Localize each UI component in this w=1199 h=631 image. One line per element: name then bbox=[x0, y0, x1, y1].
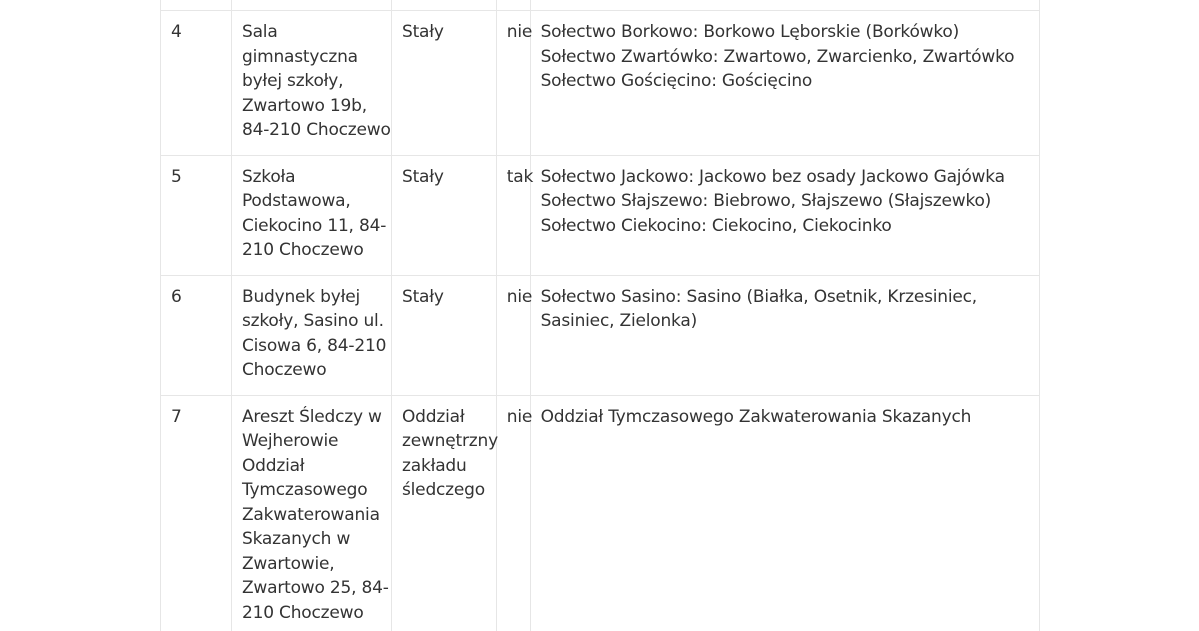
table-row bbox=[161, 275, 1040, 395]
station-address-line: 210 Choczewo bbox=[241, 602, 364, 623]
station-address-line: Choczewo bbox=[241, 360, 327, 380]
district-area-cell bbox=[530, 11, 1039, 156]
district-area-cell bbox=[530, 395, 1039, 631]
station-address-line: Areszt Śledczy w bbox=[241, 406, 382, 427]
district-area-line: Sołectwo Zwartówko: Zwartowo, Zwarcienko, Zwartówko bbox=[540, 46, 1015, 67]
district-area-line: Sołectwo Borkowo: Borkowo Lęborskie (Borkówko) bbox=[540, 22, 960, 42]
station-address-line: Zwartowie, bbox=[241, 553, 335, 574]
station-number: 6 bbox=[171, 286, 182, 307]
station-number: 5 bbox=[171, 166, 182, 187]
station-address-line: gimnastyczna bbox=[241, 46, 358, 67]
station-address-line: Wejherowie bbox=[241, 431, 339, 451]
station-type-line: Stały bbox=[402, 22, 444, 42]
station-address-cell bbox=[231, 395, 391, 631]
station-address-line: Skazanych w bbox=[241, 529, 351, 549]
polling-stations-table-container bbox=[160, 0, 1040, 631]
station-address-line: Ciekocino 11, 84- bbox=[241, 215, 387, 236]
station-address-line: Szkoła bbox=[241, 166, 296, 187]
accessibility-value: nie bbox=[506, 286, 533, 307]
district-area-line: Sołectwo Słajszewo: Biebrowo, Słajszewo (Słajszewko) bbox=[540, 191, 992, 211]
station-address-line: Oddział bbox=[241, 455, 305, 476]
station-number: 4 bbox=[171, 22, 182, 42]
district-area-line: Sołectwo Gościęcino: Gościęcino bbox=[540, 71, 813, 91]
station-type-cell bbox=[392, 395, 497, 631]
station-address-line: Sala bbox=[241, 22, 278, 42]
table-row bbox=[161, 11, 1040, 156]
accessibility-cell bbox=[496, 395, 533, 631]
accessibility-cell bbox=[496, 275, 533, 395]
district-area-line: Oddział Tymczasowego Zakwaterowania Skazanych bbox=[540, 406, 972, 427]
station-type-line: śledczego bbox=[402, 480, 485, 500]
station-address-line: Zwartowo 19b, bbox=[241, 95, 367, 116]
station-address-line: byłej szkoły, bbox=[241, 71, 344, 91]
station-number-cell bbox=[161, 275, 232, 395]
station-address-line: 84-210 Choczewo bbox=[241, 120, 391, 140]
polling-stations-table bbox=[160, 0, 1040, 631]
station-type-cell bbox=[392, 275, 497, 395]
district-area-line: Sołectwo Jackowo: Jackowo bez osady Jackowo Gajówka bbox=[540, 166, 1005, 187]
table-row bbox=[161, 155, 1040, 275]
district-area-cell bbox=[530, 275, 1039, 395]
station-address-cell bbox=[231, 155, 391, 275]
station-type-line: Oddział bbox=[402, 406, 465, 427]
accessibility-value: nie bbox=[506, 406, 533, 427]
table-row-previous-partial bbox=[161, 0, 1040, 11]
station-address-line: Budynek byłej bbox=[241, 286, 361, 307]
accessibility-value: nie bbox=[506, 22, 533, 42]
district-area-line: Sołectwo Sasino: Sasino (Białka, Osetnik, Krzesiniec, bbox=[540, 286, 978, 307]
station-address-line: szkoły, Sasino ul. bbox=[241, 311, 384, 331]
accessibility-cell bbox=[496, 11, 533, 156]
station-type-line: zakładu bbox=[402, 455, 467, 476]
accessibility-cell bbox=[496, 155, 534, 275]
station-number-cell bbox=[161, 395, 232, 631]
station-address-line: Zakwaterowania bbox=[241, 504, 380, 525]
station-type-cell bbox=[392, 11, 497, 156]
station-type-line: Stały bbox=[402, 286, 444, 307]
station-number: 7 bbox=[171, 406, 182, 427]
station-address-cell bbox=[231, 11, 391, 156]
station-type-line: Stały bbox=[402, 166, 444, 187]
station-address-line: Tymczasowego bbox=[241, 480, 368, 500]
district-area-line: Sasiniec, Zielonka) bbox=[540, 311, 698, 331]
table-row bbox=[161, 395, 1040, 631]
district-area-cell bbox=[530, 155, 1039, 275]
station-number-cell bbox=[161, 11, 232, 156]
station-address-line: Cisowa 6, 84-210 bbox=[241, 335, 387, 356]
station-type-cell bbox=[392, 155, 497, 275]
station-address-cell bbox=[231, 275, 391, 395]
station-number-cell bbox=[161, 155, 232, 275]
station-type-line: zewnętrzny bbox=[402, 431, 498, 451]
station-address-line: 210 Choczewo bbox=[241, 240, 364, 260]
station-address-line: Podstawowa, bbox=[241, 191, 351, 211]
accessibility-value: tak bbox=[506, 166, 534, 187]
station-address-line: Zwartowo 25, 84- bbox=[241, 578, 389, 598]
district-area-line: Sołectwo Ciekocino: Ciekocino, Ciekocinko bbox=[540, 215, 892, 236]
